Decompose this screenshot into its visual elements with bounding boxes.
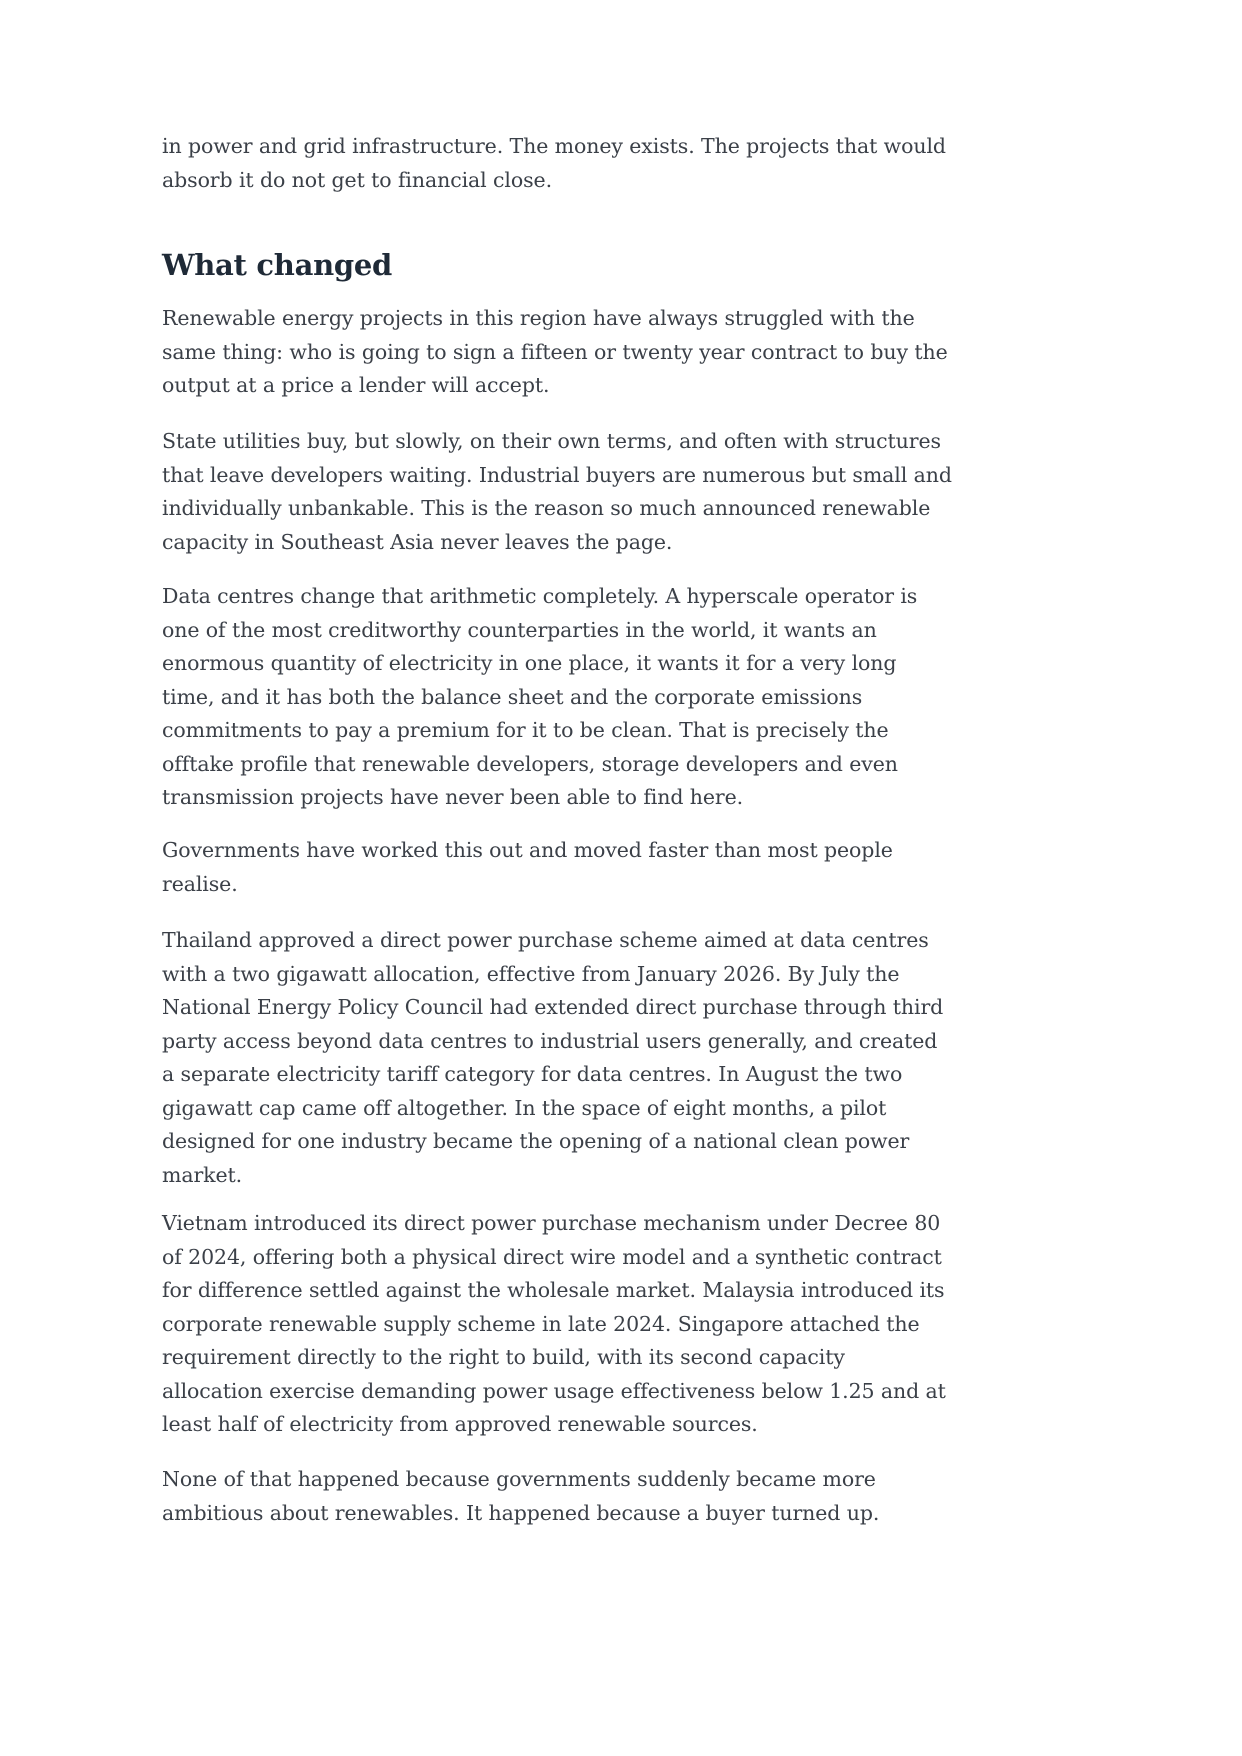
body-paragraph: None of that happened because governments suddenly became more ambitious about renewables. It happened because a buyer turned up. [162, 1467, 880, 1525]
body-paragraph: Governments have worked this out and moved faster than most people realise. [162, 838, 893, 896]
body-paragraph: Data centres change that arithmetic completely. A hyperscale operator is one of the most creditworthy counterparties in the world, it wants an enormous quantity of electricity in one place, it wants it for a very long time, and it has both the balance sheet and the corporate emissions commitments to pay a premium for it to be clean. That is precisely the offtake profile that renewable developers, storage developers and even transmission projects have never been able to find here. [162, 584, 918, 809]
body-paragraph: Vietnam introduced its direct power purchase mechanism under Decree 80 of 2024, offering both a physical direct wire model and a synthetic contract for difference settled against the wholesale market. Malaysia introduced its corporate renewable supply scheme in late 2024. Singapore attached the requirement directly to the right to build, with its second capacity allocation exercise demanding power usage effectiveness below 1.25 and at least half of electricity from approved renewable sources. [162, 1211, 946, 1436]
body-paragraph: Thailand approved a direct power purchase scheme aimed at data centres with a two gigawatt allocation, effective from January 2026. By July the National Energy Policy Council had extended direct purchase through third party access beyond data centres to industrial users generally, and created a separate electricity tariff category for data centres. In August the two gigawatt cap came off altogether. In the space of eight months, a pilot designed for one industry became the opening of a national clean power market. [162, 928, 944, 1187]
body-paragraph: Renewable energy projects in this region have always struggled with the same thing: who is going to sign a fifteen or twenty year contract to buy the output at a price a lender will accept. [162, 306, 948, 397]
body-paragraph: State utilities buy, but slowly, on their own terms, and often with structures that leave developers waiting. Industrial buyers are numerous but small and individually unbankable. This is the reason so much announced renewable capacity in Southeast Asia never leaves the page. [162, 429, 952, 554]
intro-paragraph: in power and grid infrastructure. The money exists. The projects that would absorb it do not get to financial close. [162, 134, 946, 192]
section-heading: What changed [162, 248, 392, 282]
